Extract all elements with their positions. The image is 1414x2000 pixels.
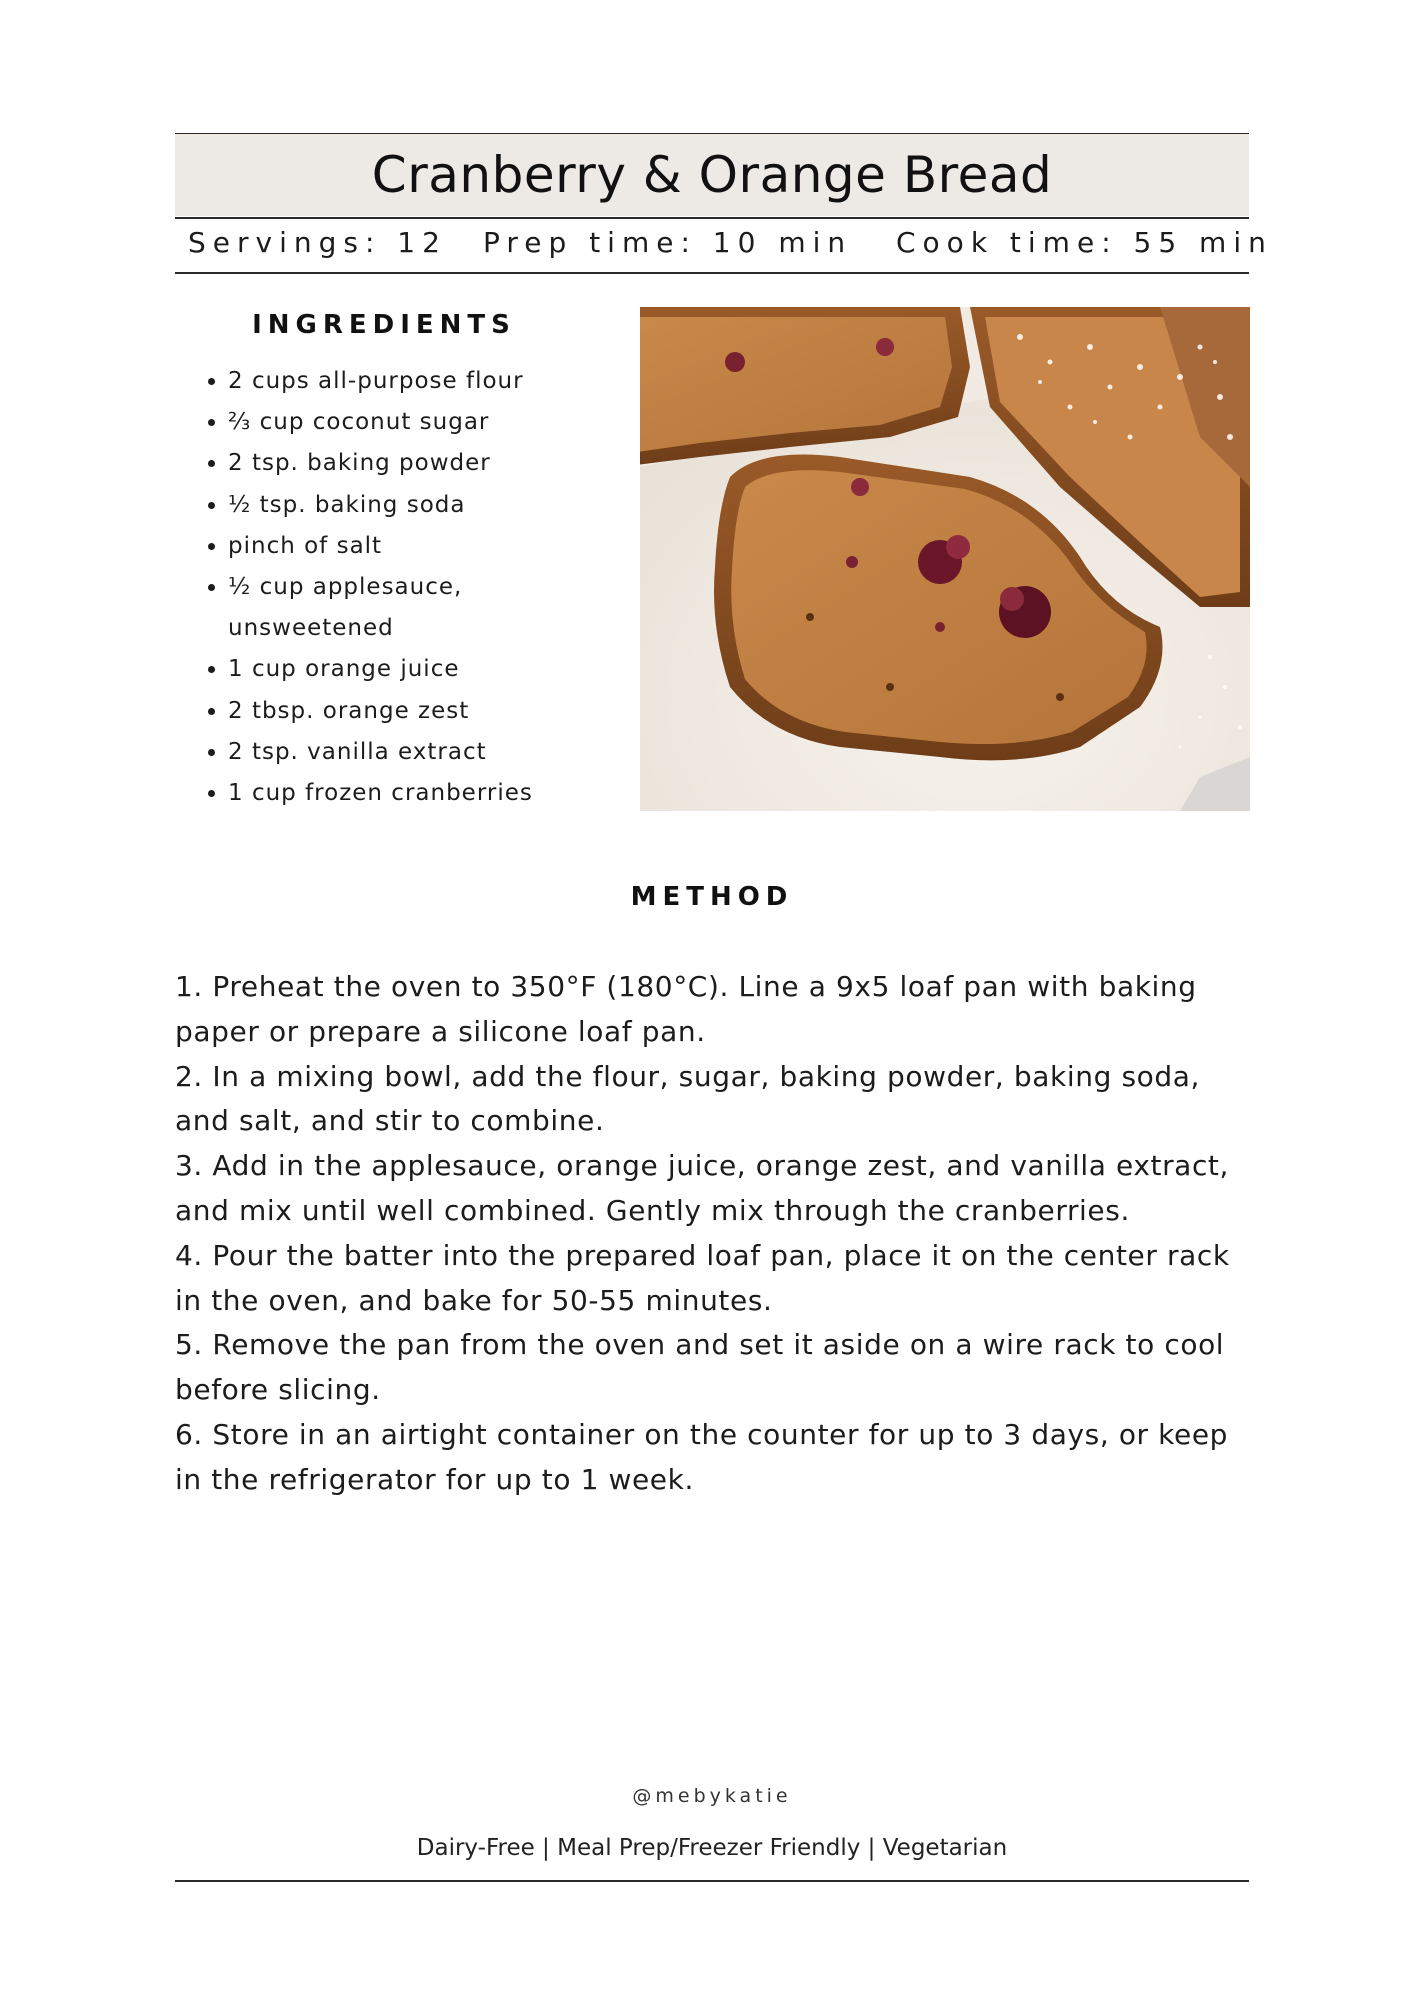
ingredient-item: • 2 tsp. baking powder — [228, 443, 628, 484]
servings: Servings: 12 — [188, 226, 447, 259]
author-handle: @mebykatie — [632, 1785, 792, 1807]
prep-time: Prep time: 10 min — [483, 226, 853, 259]
ingredient-item: • ⅔ cup coconut sugar — [228, 402, 628, 443]
ingredients-heading: INGREDIENTS — [252, 310, 516, 340]
diet-tags: Dairy-Free | Meal Prep/Freezer Friendly | Vegetarian — [416, 1835, 1008, 1861]
ingredient-item: • ½ cup applesauce, unsweetened — [228, 567, 628, 649]
method-steps — [175, 965, 1255, 1503]
recipe-title: Cranberry & Orange Bread — [371, 146, 1053, 204]
cook-time: Cook time: 55 min — [896, 226, 1273, 259]
method-step: 2. In a mixing bowl, add the flour, sugar, baking powder, baking soda, and salt, and stir to combine. — [175, 1059, 1201, 1138]
title-rule — [175, 217, 1249, 219]
bread-slices-photo — [640, 307, 1250, 811]
ingredients-list — [200, 361, 628, 814]
method-step: 3. Add in the applesauce, orange juice, orange zest, and vanilla extract, and mix until well combined. Gently mix through the cranberries. — [175, 1149, 1230, 1227]
ingredient-item: • 1 cup orange juice — [228, 649, 628, 690]
method-step: 5. Remove the pan from the oven and set it aside on a wire rack to cool before slicing. — [175, 1328, 1225, 1407]
meta-rule — [175, 272, 1249, 274]
bottom-rule — [175, 1880, 1249, 1882]
title-band — [175, 134, 1249, 216]
method-step: 6. Store in an airtight container on the counter for up to 3 days, or keep in the refrigerator for up to 1 week. — [175, 1417, 1229, 1496]
ingredient-item: • pinch of salt — [228, 526, 628, 567]
ingredient-item: • 1 cup frozen cranberries — [228, 773, 628, 814]
ingredient-item: • 2 cups all-purpose flour — [228, 361, 628, 402]
recipe-meta — [175, 220, 1273, 270]
ingredient-item: • ½ tsp. baking soda — [228, 485, 628, 526]
method-step: 1. Preheat the oven to 350°F (180°C). Line a 9x5 loaf pan with baking paper or prepare a silicone loaf pan. — [175, 970, 1197, 1048]
bread-photo-icon — [640, 307, 1250, 811]
ingredient-item: • 2 tbsp. orange zest — [228, 691, 628, 732]
ingredient-item: • 2 tsp. vanilla extract — [228, 732, 628, 773]
method-step: 4. Pour the batter into the prepared loaf pan, place it on the center rack in the oven, and bake for 50-55 minutes. — [175, 1238, 1230, 1317]
method-heading: METHOD — [630, 882, 794, 912]
